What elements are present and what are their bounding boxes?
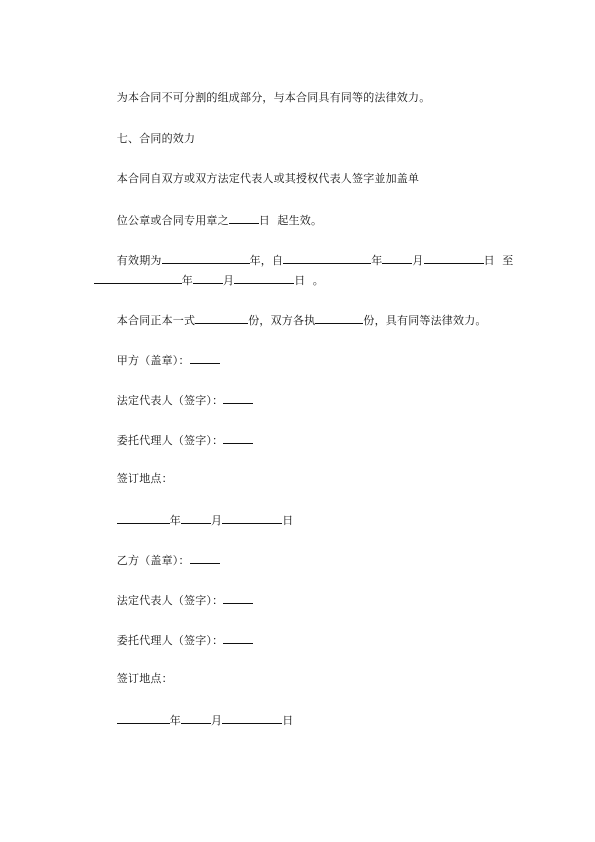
blank-field[interactable]	[190, 552, 220, 564]
party-a-seal: 甲方（盖章）：	[102, 338, 220, 382]
blank-field[interactable]	[181, 512, 211, 524]
blank-field[interactable]	[223, 632, 253, 644]
party-b-seal: 乙方（盖章）：	[102, 538, 220, 582]
blank-field[interactable]	[181, 712, 211, 724]
party-a-place: 签订地点：	[116, 472, 173, 485]
clause-text: 为本合同不可分割的组成部分，与本合同具有同等的法律效力。	[116, 91, 431, 104]
blank-field[interactable]	[382, 252, 412, 264]
effect-text-line-1: 本合同自双方或双方法定代表人或其授权代表人签字並加盖单	[116, 172, 420, 185]
blank-field[interactable]	[193, 272, 223, 284]
blank-field[interactable]	[223, 432, 253, 444]
blank-field[interactable]	[94, 272, 182, 284]
validity-line-2: 年 月 日 。	[79, 258, 324, 302]
blank-field[interactable]	[190, 352, 220, 364]
party-a-agent: 委托代理人（签字）：	[102, 418, 253, 462]
party-a-date: 年 月 日	[102, 498, 293, 542]
blank-field[interactable]	[117, 512, 170, 524]
blank-field[interactable]	[223, 392, 253, 404]
blank-field[interactable]	[222, 712, 282, 724]
blank-field[interactable]	[424, 252, 484, 264]
blank-field[interactable]	[229, 212, 259, 224]
party-b-place: 签订地点：	[116, 672, 173, 685]
party-b-date: 年 月 日	[102, 698, 293, 742]
section-title: 七、合同的效力	[116, 132, 196, 145]
validity-line-1: 有效期为 年，自 年 月 日 至	[116, 254, 514, 267]
blank-field[interactable]	[222, 512, 282, 524]
blank-field[interactable]	[223, 592, 253, 604]
blank-field[interactable]	[315, 312, 363, 324]
blank-field[interactable]	[234, 272, 294, 284]
effect-text-line-2: 位公章或合同专用章之 日 起生效。	[116, 214, 323, 227]
party-b-legal-rep: 法定代表人（签字）：	[102, 578, 253, 622]
blank-field[interactable]	[195, 312, 248, 324]
blank-field[interactable]	[117, 712, 170, 724]
party-b-agent: 委托代理人（签字）：	[102, 618, 253, 662]
party-a-legal-rep: 法定代表人（签字）：	[102, 378, 253, 422]
copies-line: 本合同正本一式 份，双方各执 份，具有同等法律效力。	[116, 314, 487, 327]
